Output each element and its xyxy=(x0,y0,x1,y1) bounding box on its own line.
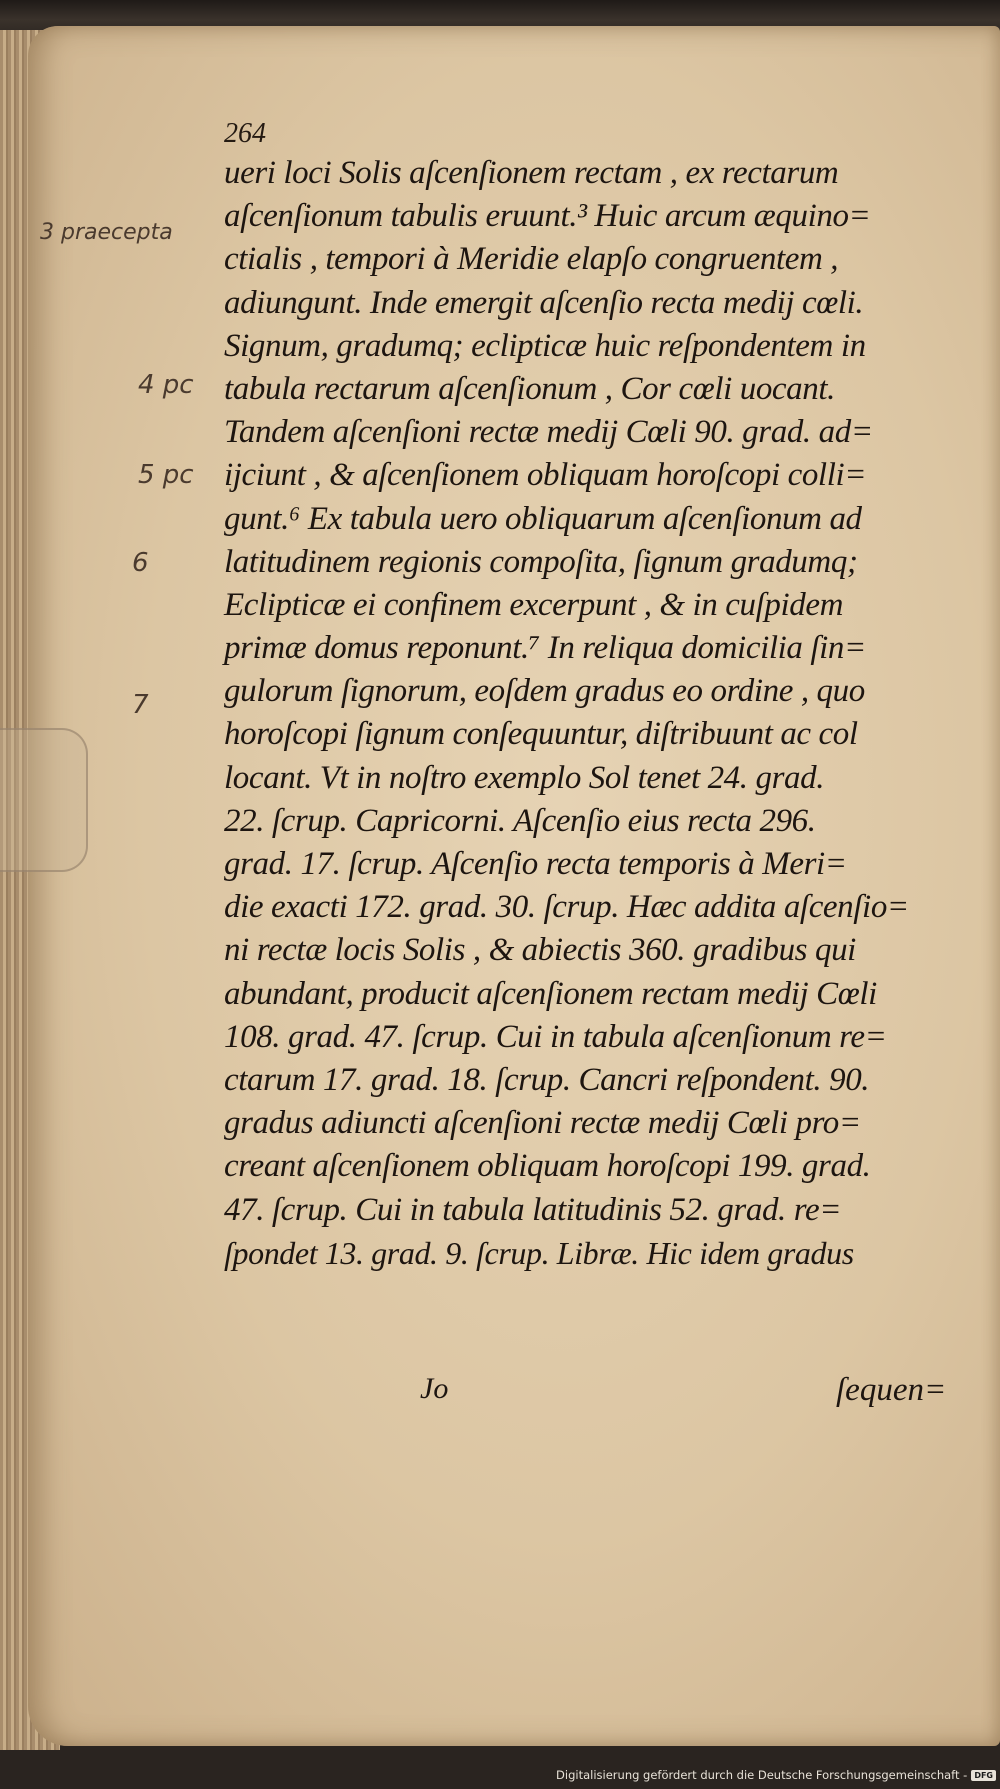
margin-note: 5 pc xyxy=(138,460,194,490)
text-line: Signum, gradumq; eclipticæ huic reſpondentem in xyxy=(224,327,866,364)
text-line: tabula rectarum aſcenſionum , Cor cœli uocant. xyxy=(224,370,835,407)
text-line: 108. grad. 47. ſcrup. Cui in tabula aſcenſionum re= xyxy=(224,1018,887,1055)
text-line: Tandem aſcenſioni rectæ medij Cœli 90. grad. ad= xyxy=(224,414,873,451)
text-line: creant aſcenſionem obliquam horoſcopi 199. grad. xyxy=(224,1148,871,1185)
text-line: Eclipticæ ei confinem excerpunt , & in cuſpidem xyxy=(224,586,844,623)
dfg-logo-icon: DFG xyxy=(971,1770,996,1781)
text-line: primæ domus reponunt.⁷ In reliqua domicilia ſin= xyxy=(224,630,866,667)
text-line: gulorum ſignorum, eoſdem gradus eo ordine , quo xyxy=(224,673,865,710)
page-fold-clip xyxy=(0,728,88,872)
catchword: ſequen= xyxy=(836,1372,947,1408)
text-line: abundant, producit aſcenſionem rectam medij Cœli xyxy=(224,975,877,1012)
text-line: die exacti 172. grad. 30. ſcrup. Hæc addita aſcenſio= xyxy=(224,889,909,926)
text-line: gunt.⁶ Ex tabula uero obliquarum aſcenſionum ad xyxy=(224,500,862,537)
text-line: ni rectæ locis Solis , & abiectis 360. gradibus qui xyxy=(224,932,856,969)
text-line: grad. 17. ſcrup. Aſcenſio recta temporis à Meri= xyxy=(224,846,847,882)
text-line: ctialis , tempori à Meridie elapſo congruentem , xyxy=(224,241,839,278)
text-line: ueri loci Solis aſcenſionem rectam , ex rectarum xyxy=(224,155,839,191)
text-line: ſpondet 13. grad. 9. ſcrup. Libræ. Hic idem gradus xyxy=(224,1234,854,1271)
margin-note: 7 xyxy=(132,690,149,720)
text-line: 22. ſcrup. Capricorni. Aſcenſio eius recta 296. xyxy=(224,802,816,839)
catchword-left: Jo xyxy=(420,1372,449,1405)
text-line: locant. Vt in noſtro exemplo Sol tenet 24. grad. xyxy=(224,759,825,796)
text-line: horoſcopi ſignum conſequuntur, diſtribuunt ac col xyxy=(224,716,858,753)
text-line: ctarum 17. grad. 18. ſcrup. Cancri reſpondent. 90. xyxy=(224,1061,870,1098)
digitization-footer xyxy=(556,1768,996,1782)
text-line: aſcenſionum tabulis eruunt.³ Huic arcum æquino= xyxy=(224,198,871,235)
footer-credit: Digitalisierung gefördert durch die Deutsche Forschungsgemeinschaft - xyxy=(556,1768,968,1782)
text-line: adiungunt. Inde emergit aſcenſio recta medij cœli. xyxy=(224,284,864,321)
body-text xyxy=(224,152,964,1275)
page-number: 264 xyxy=(224,118,266,149)
text-line: 47. ſcrup. Cui in tabula latitudinis 52. grad. re= xyxy=(224,1191,842,1228)
margin-note: 6 xyxy=(132,548,149,578)
margin-note: 3 praecepta xyxy=(40,220,173,245)
text-line: ijciunt , & aſcenſionem obliquam horoſcopi colli= xyxy=(224,457,867,494)
text-line: gradus adiuncti aſcenſioni rectæ medij Cœli pro= xyxy=(224,1105,861,1142)
margin-note: 4 pc xyxy=(138,370,194,400)
text-line: latitudinem regionis compoſita, ſignum gradumq; xyxy=(224,543,858,580)
